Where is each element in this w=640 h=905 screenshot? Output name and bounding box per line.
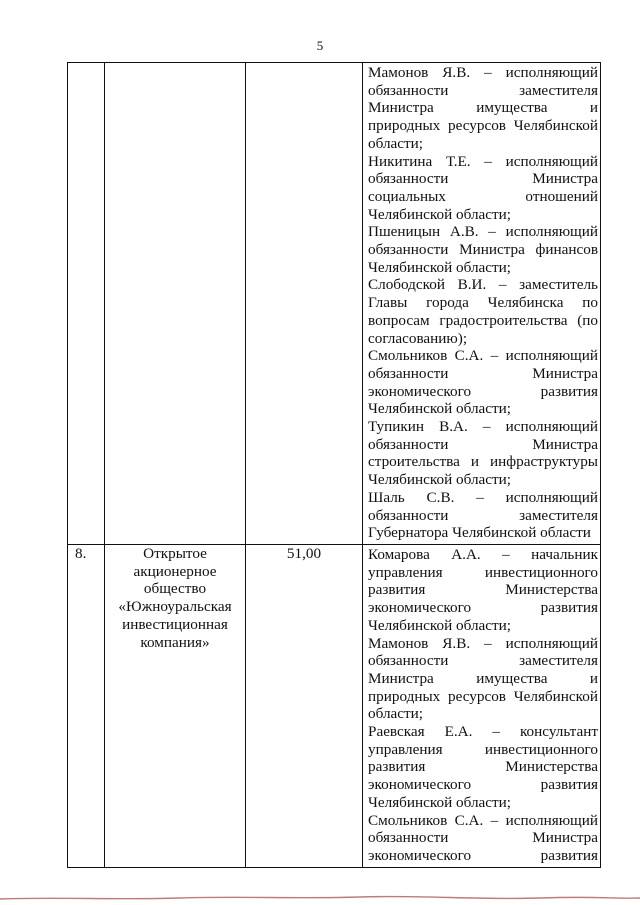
member-line: Смольников С.А. – исполняющий: [368, 811, 598, 829]
member-line: Челябинской области;: [368, 205, 512, 223]
scan-edge-mark: [0, 893, 640, 903]
member-line: Тупикин В.А. – исполняющий: [368, 418, 598, 436]
member-line: области;: [368, 705, 423, 723]
member-line: экономического развития: [368, 382, 598, 400]
organization-cell: [105, 544, 246, 867]
member-line: Комарова А.А. – начальник: [368, 545, 598, 563]
organization-line: инвестиционная: [122, 615, 228, 633]
member-line: Челябинской области;: [368, 793, 512, 811]
member-line: природных ресурсов Челябинской: [368, 117, 598, 135]
member-line: вопросам градостроительства (по: [368, 311, 598, 329]
member-line: согласованию);: [368, 329, 468, 347]
member-line: обязанности заместителя: [368, 652, 598, 670]
member-line: управления инвестиционного: [368, 563, 598, 581]
member-line: экономического развития: [368, 776, 598, 794]
member-line: обязанности Министра: [368, 829, 598, 847]
row-number-cell: [68, 63, 105, 545]
member-line: экономического развития: [368, 599, 598, 617]
member-line: Челябинской области;: [368, 616, 512, 634]
organization-line: акционерное: [133, 562, 217, 580]
member-line: обязанности Министра финансов: [368, 241, 598, 259]
member-line: управления инвестиционного: [368, 740, 598, 758]
member-line: природных ресурсов Челябинской: [368, 687, 598, 705]
member-line: Главы города Челябинска по: [368, 294, 598, 312]
member-line: Мамонов Я.В. – исполняющий: [368, 64, 598, 81]
page-number: 5: [316, 38, 324, 53]
member-line: Министра имущества и: [368, 99, 598, 117]
table-row: [68, 544, 601, 867]
member-line: Пшеницын А.В. – исполняющий: [368, 223, 598, 241]
member-line: области;: [368, 134, 423, 152]
row-number-cell: 8.: [68, 544, 105, 867]
member-line: развития Министерства: [368, 581, 598, 599]
member-line: Челябинской области;: [368, 400, 512, 418]
member-line: Смольников С.А. – исполняющий: [368, 347, 598, 365]
member-line: обязанности Министра: [368, 364, 598, 382]
member-line: Слободской В.И. – заместитель: [368, 276, 598, 294]
commission-table: [67, 62, 601, 868]
member-line: Губернатора Челябинской области: [368, 524, 591, 542]
member-line: Министра имущества и: [368, 669, 598, 687]
share-cell: [246, 63, 363, 545]
member-line: Никитина Т.Е. – исполняющий: [368, 152, 598, 170]
organization-line: Открытое: [143, 544, 207, 562]
member-line: социальных отношений: [368, 187, 598, 205]
organization-line: «Южноуральская: [118, 598, 232, 616]
member-line: обязанности Министра: [368, 170, 598, 188]
member-line: строительства и инфраструктуры: [368, 453, 598, 471]
organization-cell: [105, 63, 246, 545]
members-cell: [363, 63, 601, 545]
table-row: [68, 63, 601, 545]
member-line: экономического развития: [368, 846, 598, 864]
members-cell: [363, 544, 601, 867]
member-line: Челябинской области;: [368, 258, 512, 276]
organization-line: общество: [143, 580, 207, 598]
organization-line: компания»: [140, 633, 210, 651]
share-cell: 51,00: [246, 544, 363, 867]
member-line: развития Министерства: [368, 758, 598, 776]
member-line: Челябинской области;: [368, 471, 512, 489]
member-line: обязанности заместителя: [368, 506, 598, 524]
member-line: обязанности Министра: [368, 435, 598, 453]
member-line: обязанности заместителя: [368, 81, 598, 99]
member-line: Мамонов Я.В. – исполняющий: [368, 634, 598, 652]
member-line: Шаль С.В. – исполняющий: [368, 488, 598, 506]
member-line: Раевская Е.А. – консультант: [368, 723, 598, 741]
